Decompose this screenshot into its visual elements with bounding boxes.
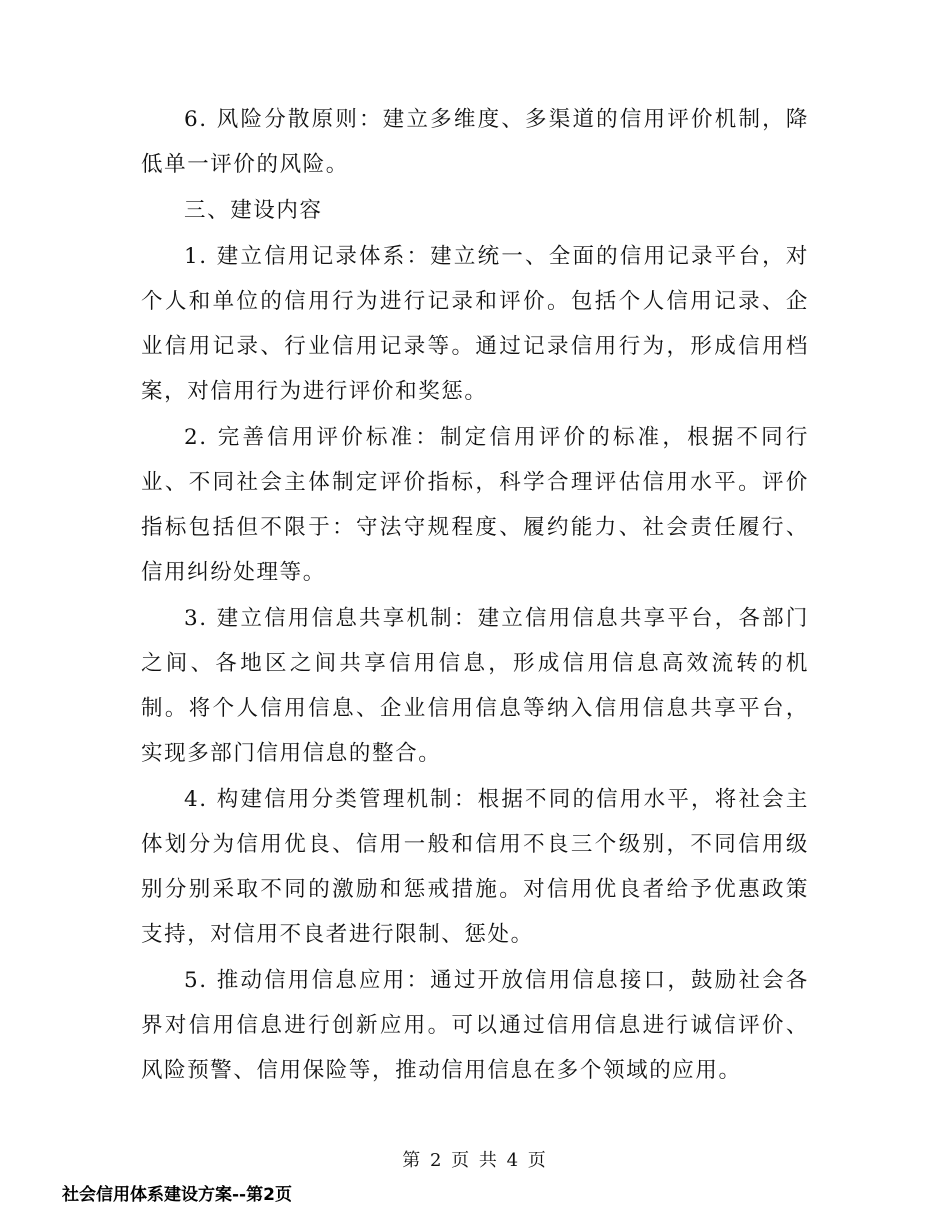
document-body [141,97,809,1094]
paragraph-item-2: 2. 完善信用评价标准：制定信用评价的标准，根据不同行业、不同社会主体制定评价指标，科学合理评估信用水平。评价指标包括但不限于：守法守规程度、履约能力、社会责任履行、信用纠纷处理等。 [141,425,809,585]
paragraph-principle-6: 6. 风险分散原则：建立多维度、多渠道的信用评价机制，降低单一评价的风险。 [141,107,809,177]
paragraph-item-5: 5. 推动信用信息应用：通过开放信用信息接口，鼓励社会各界对信用信息进行创新应用。可以通过信用信息进行诚信评价、风险预警、信用保险等，推动信用信息在多个领域的应用。 [141,968,809,1083]
document-footer-title: 社会信用体系建设方案--第2页 [62,1185,292,1205]
section-heading-construction-content: 三、建设内容 [184,198,323,223]
paragraph-item-1: 1. 建立信用记录体系：建立统一、全面的信用记录平台，对个人和单位的信用行为进行记录和评价。包括个人信用记录、企业信用记录、行业信用记录等。通过记录信用行为，形成信用档案，对信用行为进行评价和奖惩。 [141,244,809,404]
paragraph-item-3: 3. 建立信用信息共享机制：建立信用信息共享平台，各部门之间、各地区之间共享信用信息，形成信用信息高效流转的机制。将个人信用信息、企业信用信息等纳入信用信息共享平台，实现多部门信用信息的整合。 [141,606,809,766]
paragraph-item-4: 4. 构建信用分类管理机制：根据不同的信用水平，将社会主体划分为信用优良、信用一般和信用不良三个级别，不同信用级别分别采取不同的激励和惩戒措施。对信用优良者给予优惠政策支持，对信用不良者进行限制、惩处。 [141,787,809,947]
page-number-indicator: 第 2 页 共 4 页 [402,1150,548,1171]
